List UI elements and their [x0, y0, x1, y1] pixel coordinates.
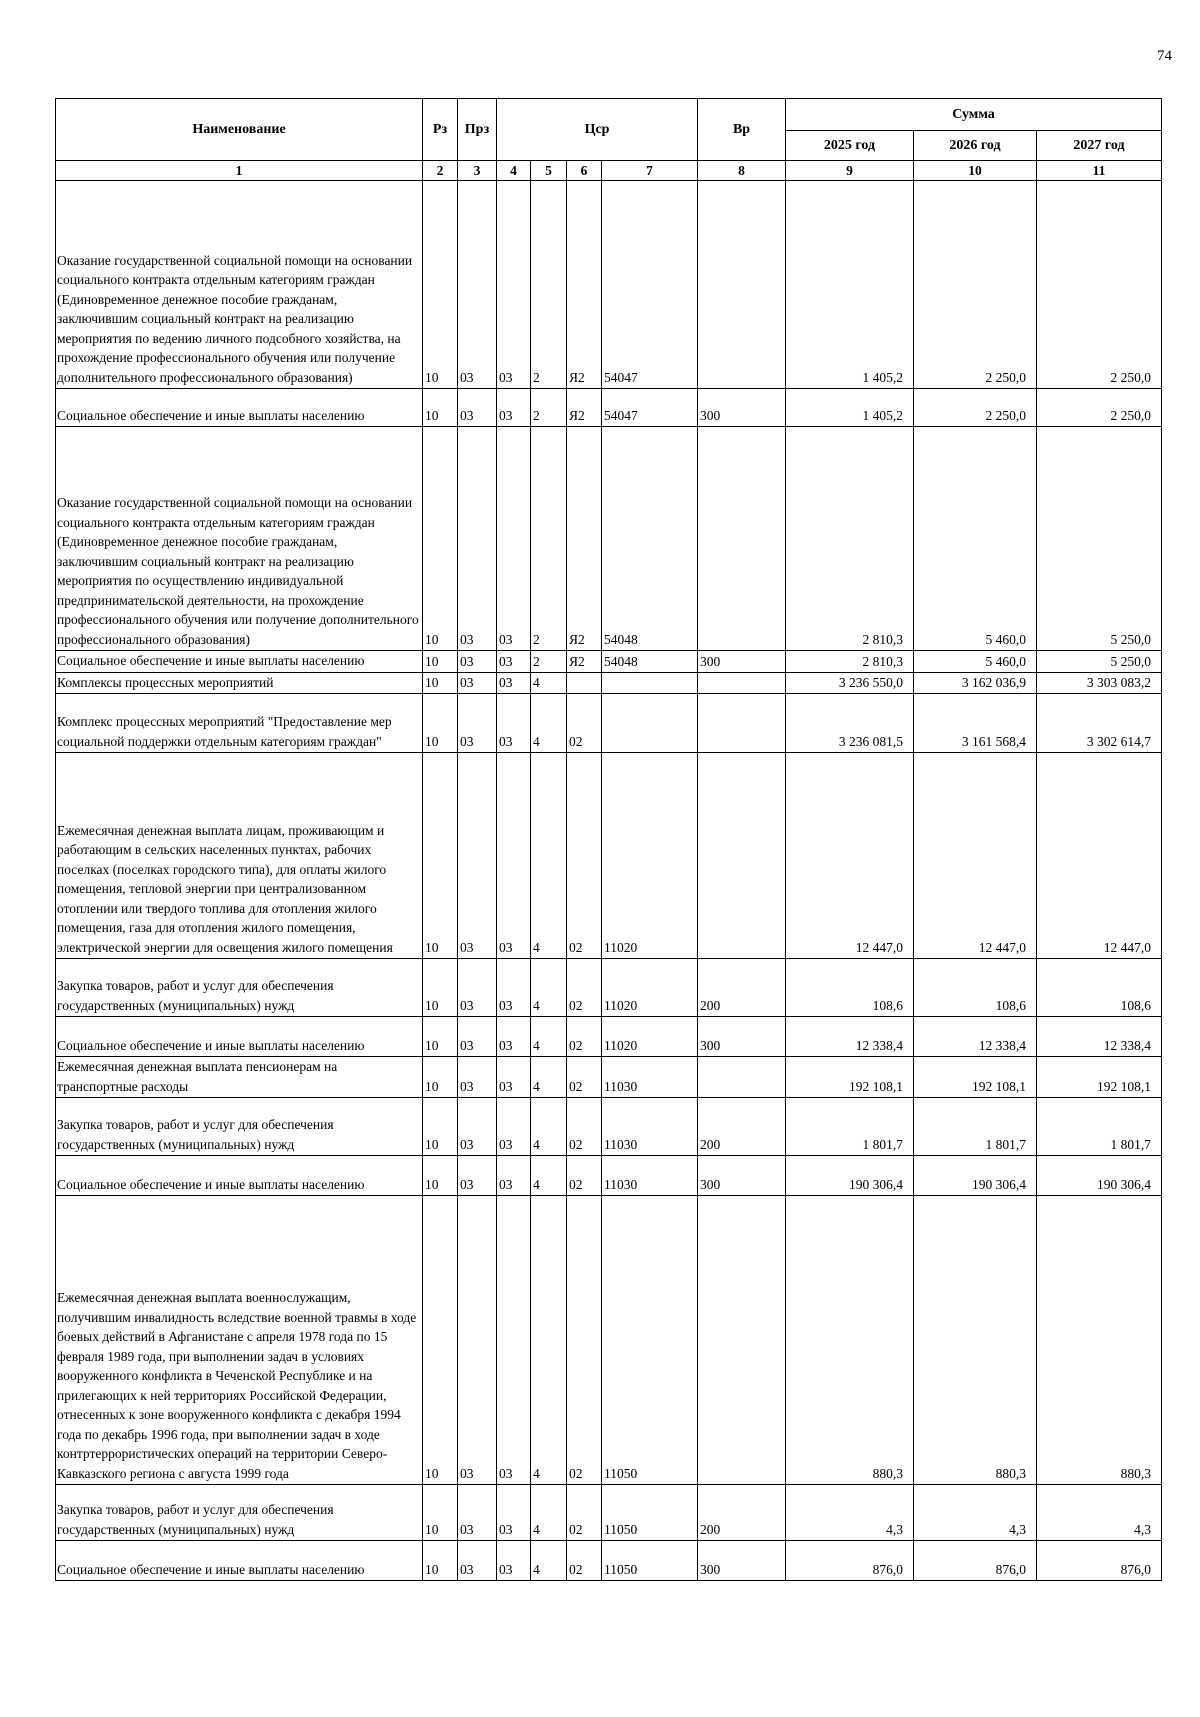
row-csr-7: 54048 — [602, 651, 698, 673]
row-sum-2026: 12 338,4 — [914, 1017, 1037, 1057]
row-csr-6: 02 — [567, 1156, 602, 1196]
table-row — [56, 181, 1162, 389]
row-sum-2025: 190 306,4 — [786, 1156, 914, 1196]
row-vr — [698, 672, 786, 694]
table-row — [56, 1196, 1162, 1485]
table-row — [56, 672, 1162, 694]
row-sum-2027: 1 801,7 — [1037, 1098, 1162, 1156]
row-sum-2025: 1 405,2 — [786, 181, 914, 389]
row-csr-6: 02 — [567, 1485, 602, 1541]
row-sum-2027: 12 338,4 — [1037, 1017, 1162, 1057]
table-row — [56, 1156, 1162, 1196]
row-csr-4: 03 — [497, 1017, 531, 1057]
row-sum-2027: 5 250,0 — [1037, 651, 1162, 673]
row-name: Комплексы процессных мероприятий — [56, 672, 423, 694]
row-vr — [698, 427, 786, 651]
header-year: 2025 год — [786, 131, 914, 161]
row-csr-7 — [602, 694, 698, 753]
row-sum-2027: 5 250,0 — [1037, 427, 1162, 651]
row-sum-2026: 4,3 — [914, 1485, 1037, 1541]
row-sum-2026: 3 161 568,4 — [914, 694, 1037, 753]
row-csr-5: 4 — [531, 1541, 567, 1581]
row-csr-5: 4 — [531, 1156, 567, 1196]
row-prz: 03 — [458, 753, 497, 959]
row-name: Закупка товаров, работ и услуг для обеспечения государственных (муниципальных) нужд — [56, 1098, 423, 1156]
header-rz: Рз — [423, 99, 458, 161]
row-prz: 03 — [458, 427, 497, 651]
row-csr-6 — [567, 672, 602, 694]
row-vr: 200 — [698, 1485, 786, 1541]
row-vr — [698, 694, 786, 753]
row-csr-6: 02 — [567, 1196, 602, 1485]
column-number: 7 — [602, 161, 698, 181]
row-rz: 10 — [423, 1196, 458, 1485]
row-sum-2026: 192 108,1 — [914, 1057, 1037, 1098]
table-row — [56, 1057, 1162, 1098]
row-csr-5: 4 — [531, 1485, 567, 1541]
row-csr-4: 03 — [497, 1098, 531, 1156]
header-summa: Сумма — [786, 99, 1162, 131]
row-sum-2027: 3 303 083,2 — [1037, 672, 1162, 694]
row-sum-2027: 190 306,4 — [1037, 1156, 1162, 1196]
row-csr-4: 03 — [497, 427, 531, 651]
table-row — [56, 1541, 1162, 1581]
row-name: Ежемесячная денежная выплата пенсионерам на транспортные расходы — [56, 1057, 423, 1098]
row-prz: 03 — [458, 672, 497, 694]
row-csr-7: 11030 — [602, 1057, 698, 1098]
table-row — [56, 1485, 1162, 1541]
row-rz: 10 — [423, 1057, 458, 1098]
row-rz: 10 — [423, 1485, 458, 1541]
row-csr-5: 4 — [531, 1098, 567, 1156]
row-csr-5: 4 — [531, 672, 567, 694]
table-row — [56, 427, 1162, 651]
row-csr-6: 02 — [567, 1541, 602, 1581]
row-sum-2027: 3 302 614,7 — [1037, 694, 1162, 753]
row-sum-2026: 12 447,0 — [914, 753, 1037, 959]
row-rz: 10 — [423, 672, 458, 694]
row-name: Закупка товаров, работ и услуг для обеспечения государственных (муниципальных) нужд — [56, 959, 423, 1017]
row-vr: 300 — [698, 389, 786, 427]
row-sum-2026: 2 250,0 — [914, 389, 1037, 427]
row-csr-7: 11020 — [602, 1017, 698, 1057]
row-csr-6: 02 — [567, 1017, 602, 1057]
column-number: 6 — [567, 161, 602, 181]
row-sum-2025: 3 236 550,0 — [786, 672, 914, 694]
row-name: Социальное обеспечение и иные выплаты населению — [56, 1017, 423, 1057]
row-sum-2025: 1 405,2 — [786, 389, 914, 427]
column-number: 10 — [914, 161, 1037, 181]
row-csr-7: 11030 — [602, 1156, 698, 1196]
row-rz: 10 — [423, 753, 458, 959]
row-name: Социальное обеспечение и иные выплаты населению — [56, 651, 423, 673]
row-prz: 03 — [458, 1098, 497, 1156]
row-vr — [698, 1196, 786, 1485]
row-csr-6: Я2 — [567, 181, 602, 389]
row-sum-2025: 12 338,4 — [786, 1017, 914, 1057]
row-rz: 10 — [423, 694, 458, 753]
header-year: 2026 год — [914, 131, 1037, 161]
row-csr-5: 4 — [531, 1196, 567, 1485]
row-csr-4: 03 — [497, 1196, 531, 1485]
row-csr-6: 02 — [567, 694, 602, 753]
row-csr-5: 4 — [531, 1057, 567, 1098]
row-csr-7: 54048 — [602, 427, 698, 651]
column-number: 3 — [458, 161, 497, 181]
row-csr-7: 54047 — [602, 389, 698, 427]
column-number: 2 — [423, 161, 458, 181]
row-vr: 300 — [698, 651, 786, 673]
budget-table — [55, 98, 1162, 1581]
column-number: 9 — [786, 161, 914, 181]
row-sum-2025: 880,3 — [786, 1196, 914, 1485]
row-csr-5: 2 — [531, 181, 567, 389]
row-sum-2027: 12 447,0 — [1037, 753, 1162, 959]
row-sum-2027: 880,3 — [1037, 1196, 1162, 1485]
row-vr: 300 — [698, 1156, 786, 1196]
row-sum-2026: 2 250,0 — [914, 181, 1037, 389]
row-csr-4: 03 — [497, 181, 531, 389]
row-vr: 200 — [698, 959, 786, 1017]
row-csr-4: 03 — [497, 694, 531, 753]
row-csr-5: 2 — [531, 651, 567, 673]
row-rz: 10 — [423, 959, 458, 1017]
row-csr-7: 11050 — [602, 1485, 698, 1541]
table-row — [56, 1098, 1162, 1156]
row-rz: 10 — [423, 1541, 458, 1581]
row-sum-2025: 1 801,7 — [786, 1098, 914, 1156]
row-prz: 03 — [458, 1541, 497, 1581]
column-number: 5 — [531, 161, 567, 181]
row-sum-2025: 4,3 — [786, 1485, 914, 1541]
row-sum-2027: 192 108,1 — [1037, 1057, 1162, 1098]
row-prz: 03 — [458, 1057, 497, 1098]
table-row — [56, 1017, 1162, 1057]
row-prz: 03 — [458, 389, 497, 427]
row-csr-4: 03 — [497, 1057, 531, 1098]
row-rz: 10 — [423, 1098, 458, 1156]
row-name: Оказание государственной социальной помощи на основании социального контракта отдельным категориям граждан (Единовременное денежное пособие гражданам, заключившим социальный контракт на реализацию мероприятия по осуществлению индивидуальной предпринимательской деятельности, на прохождение профессионального обучения или получение дополнительного профессионального образования) — [56, 427, 423, 651]
row-prz: 03 — [458, 694, 497, 753]
table-row — [56, 694, 1162, 753]
row-sum-2027: 2 250,0 — [1037, 181, 1162, 389]
row-csr-6: 02 — [567, 753, 602, 959]
row-csr-7: 11030 — [602, 1098, 698, 1156]
row-sum-2026: 3 162 036,9 — [914, 672, 1037, 694]
row-rz: 10 — [423, 427, 458, 651]
row-sum-2025: 192 108,1 — [786, 1057, 914, 1098]
row-name: Закупка товаров, работ и услуг для обеспечения государственных (муниципальных) нужд — [56, 1485, 423, 1541]
column-number: 1 — [56, 161, 423, 181]
row-csr-7: 11020 — [602, 753, 698, 959]
header-year: 2027 год — [1037, 131, 1162, 161]
row-csr-7: 11050 — [602, 1196, 698, 1485]
row-sum-2027: 876,0 — [1037, 1541, 1162, 1581]
row-sum-2025: 12 447,0 — [786, 753, 914, 959]
row-csr-5: 4 — [531, 1017, 567, 1057]
column-number: 11 — [1037, 161, 1162, 181]
row-prz: 03 — [458, 1017, 497, 1057]
row-csr-5: 4 — [531, 694, 567, 753]
row-csr-4: 03 — [497, 753, 531, 959]
row-sum-2027: 108,6 — [1037, 959, 1162, 1017]
row-prz: 03 — [458, 1485, 497, 1541]
row-name: Ежемесячная денежная выплата военнослужащим, получившим инвалидность вследствие военной травмы в ходе боевых действий в Афганистане с апреля 1978 года по 15 февраля 1989 года, при выполнении задач в условиях вооруженного конфликта в Чеченской Республике и на прилегающих к ней территориях Российской Федерации, отнесенных к зоне вооруженного конфликта с декабря 1994 года по декабрь 1996 года, при выполнении задач в ходе контртеррористических операций на территории Северо-Кавказского региона с августа 1999 года — [56, 1196, 423, 1485]
row-sum-2026: 1 801,7 — [914, 1098, 1037, 1156]
row-csr-4: 03 — [497, 1541, 531, 1581]
row-vr — [698, 1057, 786, 1098]
row-rz: 10 — [423, 389, 458, 427]
row-rz: 10 — [423, 651, 458, 673]
row-name: Ежемесячная денежная выплата лицам, проживающим и работающим в сельских населенных пунктах, рабочих поселках (поселках городского типа), для оплаты жилого помещения, тепловой энергии при централизованном отоплении или твердого топлива для отопления жилого помещения, газа для отопления жилого помещения, электрической энергии для освещения жилого помещения — [56, 753, 423, 959]
row-sum-2027: 4,3 — [1037, 1485, 1162, 1541]
row-prz: 03 — [458, 1156, 497, 1196]
header-vr: Вр — [698, 99, 786, 161]
header-name: Наименование — [56, 99, 423, 161]
table-row — [56, 753, 1162, 959]
row-sum-2026: 108,6 — [914, 959, 1037, 1017]
row-sum-2025: 876,0 — [786, 1541, 914, 1581]
row-csr-4: 03 — [497, 651, 531, 673]
row-name: Оказание государственной социальной помощи на основании социального контракта отдельным категориям граждан (Единовременное денежное пособие гражданам, заключившим социальный контракт на реализацию мероприятия по ведению личного подсобного хозяйства, на прохождение профессионального обучения или получение дополнительного профессионального образования) — [56, 181, 423, 389]
row-sum-2025: 108,6 — [786, 959, 914, 1017]
table-row — [56, 389, 1162, 427]
header-csr: Цср — [497, 99, 698, 161]
row-vr: 200 — [698, 1098, 786, 1156]
row-csr-4: 03 — [497, 1156, 531, 1196]
row-csr-5: 2 — [531, 389, 567, 427]
row-sum-2027: 2 250,0 — [1037, 389, 1162, 427]
row-vr: 300 — [698, 1541, 786, 1581]
row-name: Социальное обеспечение и иные выплаты населению — [56, 389, 423, 427]
row-csr-7: 11020 — [602, 959, 698, 1017]
row-rz: 10 — [423, 1156, 458, 1196]
row-sum-2025: 2 810,3 — [786, 427, 914, 651]
column-number: 8 — [698, 161, 786, 181]
header-prz: Прз — [458, 99, 497, 161]
row-csr-6: Я2 — [567, 389, 602, 427]
column-number: 4 — [497, 161, 531, 181]
row-name: Социальное обеспечение и иные выплаты населению — [56, 1156, 423, 1196]
row-csr-5: 2 — [531, 427, 567, 651]
row-csr-6: 02 — [567, 959, 602, 1017]
row-csr-6: Я2 — [567, 651, 602, 673]
row-csr-7 — [602, 672, 698, 694]
row-vr — [698, 181, 786, 389]
row-rz: 10 — [423, 1017, 458, 1057]
row-csr-4: 03 — [497, 1485, 531, 1541]
row-csr-5: 4 — [531, 753, 567, 959]
row-rz: 10 — [423, 181, 458, 389]
row-prz: 03 — [458, 959, 497, 1017]
row-sum-2026: 5 460,0 — [914, 651, 1037, 673]
row-sum-2026: 5 460,0 — [914, 427, 1037, 651]
row-sum-2025: 3 236 081,5 — [786, 694, 914, 753]
row-prz: 03 — [458, 181, 497, 389]
row-sum-2026: 876,0 — [914, 1541, 1037, 1581]
row-csr-6: 02 — [567, 1098, 602, 1156]
row-csr-4: 03 — [497, 672, 531, 694]
table-row — [56, 959, 1162, 1017]
row-sum-2026: 880,3 — [914, 1196, 1037, 1485]
row-csr-6: Я2 — [567, 427, 602, 651]
row-csr-6: 02 — [567, 1057, 602, 1098]
page-number: 74 — [1157, 48, 1172, 64]
row-prz: 03 — [458, 651, 497, 673]
row-sum-2025: 2 810,3 — [786, 651, 914, 673]
row-csr-7: 11050 — [602, 1541, 698, 1581]
table-row — [56, 651, 1162, 673]
row-name: Комплекс процессных мероприятий "Предоставление мер социальной поддержки отдельным категориям граждан" — [56, 694, 423, 753]
row-sum-2026: 190 306,4 — [914, 1156, 1037, 1196]
row-vr — [698, 753, 786, 959]
row-csr-4: 03 — [497, 389, 531, 427]
row-name: Социальное обеспечение и иные выплаты населению — [56, 1541, 423, 1581]
row-csr-4: 03 — [497, 959, 531, 1017]
row-csr-5: 4 — [531, 959, 567, 1017]
row-vr: 300 — [698, 1017, 786, 1057]
row-prz: 03 — [458, 1196, 497, 1485]
row-csr-7: 54047 — [602, 181, 698, 389]
